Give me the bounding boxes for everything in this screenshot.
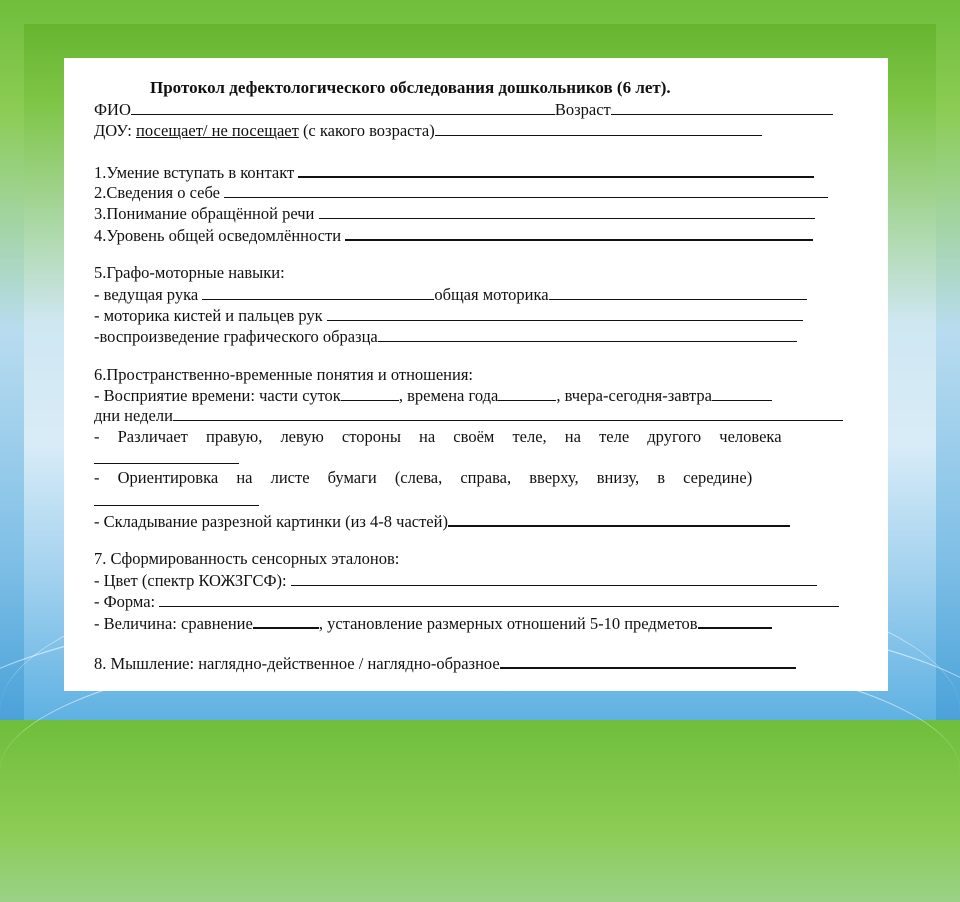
section-5-fine-line bbox=[94, 305, 803, 325]
orientation-blank bbox=[94, 490, 259, 506]
leading-hand-label: - ведущая рука bbox=[94, 285, 199, 304]
color-label: - Цвет (спектр КОЖЗГСФ): bbox=[94, 571, 287, 590]
section-1-label: 1.Умение вступать в контакт bbox=[94, 163, 295, 182]
document-page bbox=[64, 58, 888, 691]
size-relations-label: , установление размерных отношений 5-10 предметов bbox=[318, 614, 698, 633]
document-title: Протокол дефектологического обследования дошкольников (6 лет). bbox=[150, 78, 671, 97]
left-right-label: - Различает правую, левую стороны на своём теле, на теле другого человека bbox=[94, 427, 782, 446]
seasons-blank bbox=[498, 385, 556, 401]
shape-blank bbox=[159, 591, 839, 607]
size-relations-blank bbox=[698, 612, 772, 629]
dou-blank bbox=[435, 120, 762, 136]
attends-rest-label: (с какого возраста) bbox=[302, 121, 435, 140]
section-7-heading: 7. Сформированность сенсорных эталонов: bbox=[94, 549, 400, 568]
size-compare-blank bbox=[253, 612, 319, 629]
day-parts-blank bbox=[341, 385, 399, 401]
section-5-graphic-line bbox=[94, 326, 797, 346]
section-2-label: 2.Сведения о себе bbox=[94, 183, 220, 202]
yesterday-today-blank bbox=[712, 385, 772, 401]
left-right-line bbox=[94, 448, 239, 468]
section-3-line bbox=[94, 203, 815, 223]
section-6-days-line bbox=[94, 405, 843, 425]
dou-label: ДОУ: bbox=[94, 121, 132, 140]
section-7-shape-line bbox=[94, 591, 839, 611]
section-6-puzzle-line bbox=[94, 510, 790, 530]
fine-motor-label: - моторика кистей и пальцев рук bbox=[94, 306, 323, 325]
yesterday-today-label: , вчера-сегодня-завтра bbox=[556, 386, 712, 405]
left-right-blank bbox=[94, 448, 239, 464]
weekdays-blank bbox=[173, 405, 843, 421]
general-motor-label: общая моторика bbox=[434, 285, 549, 304]
fio-line bbox=[94, 99, 833, 119]
section-8-line bbox=[94, 652, 796, 672]
section-5-hand-line bbox=[94, 284, 807, 304]
orientation-line bbox=[94, 490, 259, 510]
age-label: Возраст bbox=[554, 100, 611, 119]
section-7-size-line bbox=[94, 612, 772, 632]
fio-label: ФИО bbox=[94, 100, 131, 119]
section-2-line bbox=[94, 182, 828, 202]
section-4-label: 4.Уровень общей осведомлённости bbox=[94, 226, 342, 245]
section-3-label: 3.Понимание обращённой речи bbox=[94, 204, 315, 223]
orientation-label: - Ориентировка на листе бумаги (слева, справа, вверху, внизу, в середине) bbox=[94, 468, 753, 487]
attends-label: посещает/ не посещает bbox=[136, 121, 299, 140]
section-1-blank bbox=[298, 161, 814, 178]
general-motor-blank bbox=[549, 284, 807, 300]
graphic-pattern-blank bbox=[378, 326, 797, 342]
section-8-label: 8. Мышление: наглядно-действенное / наглядно-образное bbox=[94, 654, 500, 673]
section-6-time-line bbox=[94, 385, 772, 405]
cut-picture-blank bbox=[448, 510, 790, 527]
size-label: - Величина: сравнение bbox=[94, 614, 253, 633]
section-6-heading: 6.Пространственно-временные понятия и отношения: bbox=[94, 365, 474, 384]
leading-hand-blank bbox=[202, 284, 434, 300]
shape-label: - Форма: bbox=[94, 592, 156, 611]
section-7-color-line bbox=[94, 570, 817, 590]
section-4-line bbox=[94, 224, 813, 244]
graphic-pattern-label: -воспроизведение графического образца bbox=[94, 327, 378, 346]
section-5-heading: 5.Графо-моторные навыки: bbox=[94, 263, 285, 282]
cut-picture-label: - Складывание разрезной картинки (из 4-8 частей) bbox=[94, 512, 448, 531]
seasons-label: , времена года bbox=[398, 386, 499, 405]
fine-motor-blank bbox=[327, 305, 803, 321]
color-blank bbox=[291, 570, 817, 586]
time-perception-label: - Восприятие времени: части суток bbox=[94, 386, 341, 405]
section-1-line bbox=[94, 161, 814, 181]
section-2-blank bbox=[224, 182, 828, 198]
section-3-blank bbox=[319, 203, 815, 219]
weekdays-label: дни недели bbox=[94, 406, 173, 425]
age-blank bbox=[611, 99, 833, 115]
fio-blank bbox=[131, 99, 555, 115]
section-4-blank bbox=[345, 224, 813, 241]
dou-line bbox=[94, 120, 762, 140]
section-8-blank bbox=[500, 652, 796, 669]
